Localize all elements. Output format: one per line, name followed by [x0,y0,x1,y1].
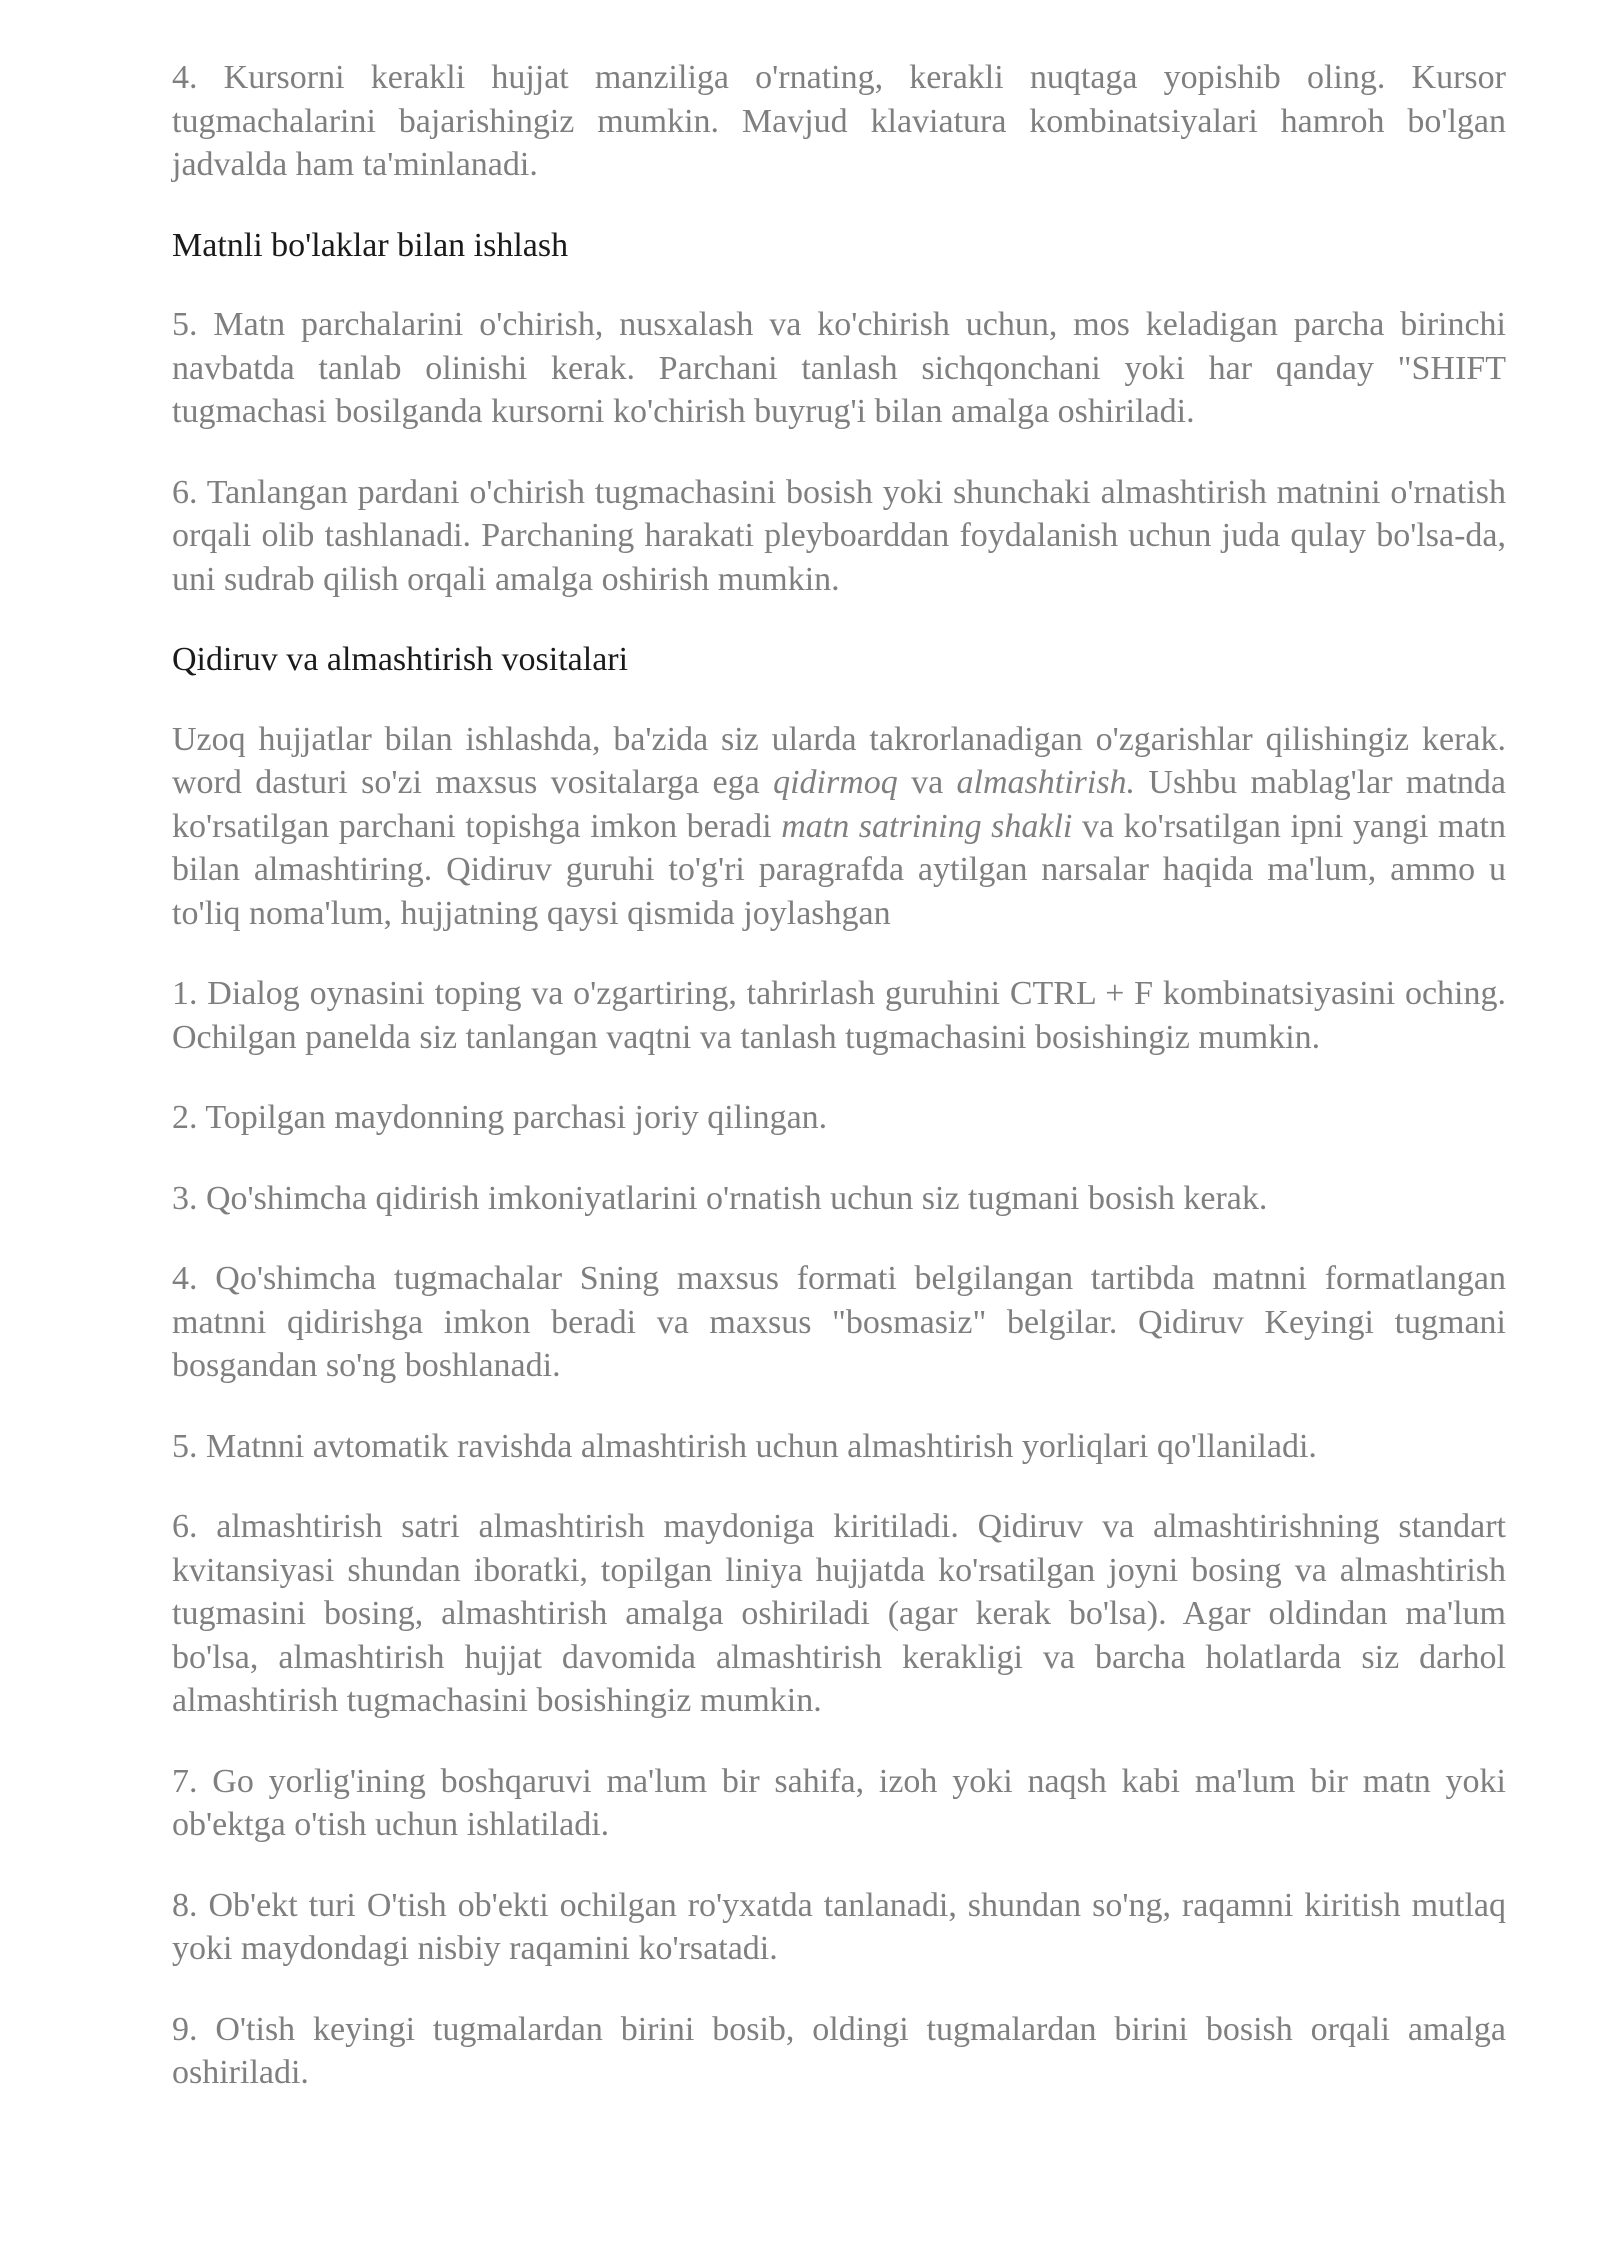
paragraph-6-almashtirish-satri: 6. almashtirish satri almashtirish maydoniga kiritiladi. Qidiruv va almashtirishning standart kvitansiyasi shundan iboratki, topilgan liniya hujjatda ko'rsatilgan joyni bosing va almashtirish tugmasini bosing, almashtirish amalga oshiriladi (agar kerak bo'lsa). Agar oldindan ma'lum bo'lsa, almashtirish hujjat davomida almashtirish kerakligi va barcha holatlarda siz darhol almashtirish tugmachasini bosishingiz mumkin. [172,1508,1506,1719]
text-run: va ko'rsatilgan ipni yangi matn bilan almashtiring. Qidiruv guruhi to'g'ri paragrafda aytilgan narsalar haqida ma'lum, ammo u to'liq noma'lum, hujjatning qaysi qismida joylashgan [172,807,1506,932]
paragraph-8-obekt-turi: 8. Ob'ekt turi O'tish ob'ekti ochilgan ro'yxatda tanlanadi, shundan so'ng, raqamni kiritish mutlaq yoki maydondagi nisbiy raqamini ko'rsatadi. [172,1886,1506,1967]
paragraph-6-tanlangan-parda: 6. Tanlangan pardani o'chirish tugmachasini bosish yoki shunchaki almashtirish matnini o'rnatish orqali olib tashlanadi. Parchaning harakati pleyboarddan foydalanish uchun juda qulay bo'lsa-da, uni sudrab qilish orqali amalga oshirish mumkin. [172,473,1506,598]
paragraph-5-matn-parchalari: 5. Matn parchalarini o'chirish, nusxalash va ko'chirish uchun, mos keladigan parcha birinchi navbatda tanlab olinishi kerak. Parchani tanlash sichqonchani yoki har qanday "SHIFT tugmachasi bosilganda kursorni ko'chirish buyrug'i bilan amalga oshiriladi. [172,306,1506,430]
paragraph-7-go-yorligi: 7. Go yorlig'ining boshqaruvi ma'lum bir sahifa, izoh yoki naqsh kabi ma'lum bir matn yoki ob'ektga o'tish uchun ishlatiladi. [172,1762,1506,1843]
paragraph-9-otish: 9. O'tish keyingi tugmalardan birini bosib, oldingi tugmalardan birini bosish orqali amalga oshiriladi. [172,2010,1506,2091]
section-heading-qidiruv: Qidiruv va almashtirish vositalari [172,641,629,678]
italic-term-qidirmoq: qidirmoq [773,764,898,801]
paragraph-4-qoshimcha-tugmachalar: 4. Qo'shimcha tugmachalar Sning maxsus formati belgilangan tartibda matnni formatlangan matnni qidirishga imkon beradi va maxsus "bosmasiz" belgilar. Qidiruv Keyingi tugmani bosgandan so'ng boshlanadi. [172,1260,1506,1384]
paragraph-uzoq-hujjatlar [172,718,1506,936]
paragraph-2-topilgan: 2. Topilgan maydonning parchasi joriy qilingan. [172,1099,828,1136]
text-run: va [897,764,957,801]
paragraph-3-qoshimcha-qidirish: 3. Qo'shimcha qidirish imkoniyatlarini o'rnatish uchun siz tugmani bosish kerak. [172,1179,1268,1217]
paragraph-1-dialog: 1. Dialog oynasini toping va o'zgartiring, tahrirlash guruhini CTRL + F kombinatsiyasini oching. Ochilgan panelda siz tanlangan vaqtni va tanlash tugmachasini bosishingiz mumkin. [172,975,1506,1056]
section-heading-matnli-bolaklar: Matnli bo'laklar bilan ishlash [172,226,569,264]
paragraph-5-avtomatik: 5. Matnni avtomatik ravishda almashtirish uchun almashtirish yorliqlari qo'llaniladi. [172,1427,1317,1465]
text-run: Uzoq hujjatlar bilan ishlashda, ba'zida siz ularda takrorlanadigan o'zgarishlar qilishingiz kerak. word dasturi so'zi maxsus vositalarga ega [172,720,1506,801]
document-page [172,56,1506,2132]
italic-term-matn-satri: matn satrining shakli [781,807,1073,845]
italic-term-almashtirish: almashtirish. [956,764,1136,801]
text-run: Ushbu mablag'lar matnda ko'rsatilgan parchani topishga imkon beradi [172,764,1506,845]
paragraph-kursor: 4. Kursorni kerakli hujjat manziliga o'rnating, kerakli nuqtaga yopishib oling. Kursor tugmachalarini bajarishingiz mumkin. Mavjud klaviatura kombinatsiyalari hamroh bo'lgan jadvalda ham ta'minlanadi. [172,59,1506,183]
